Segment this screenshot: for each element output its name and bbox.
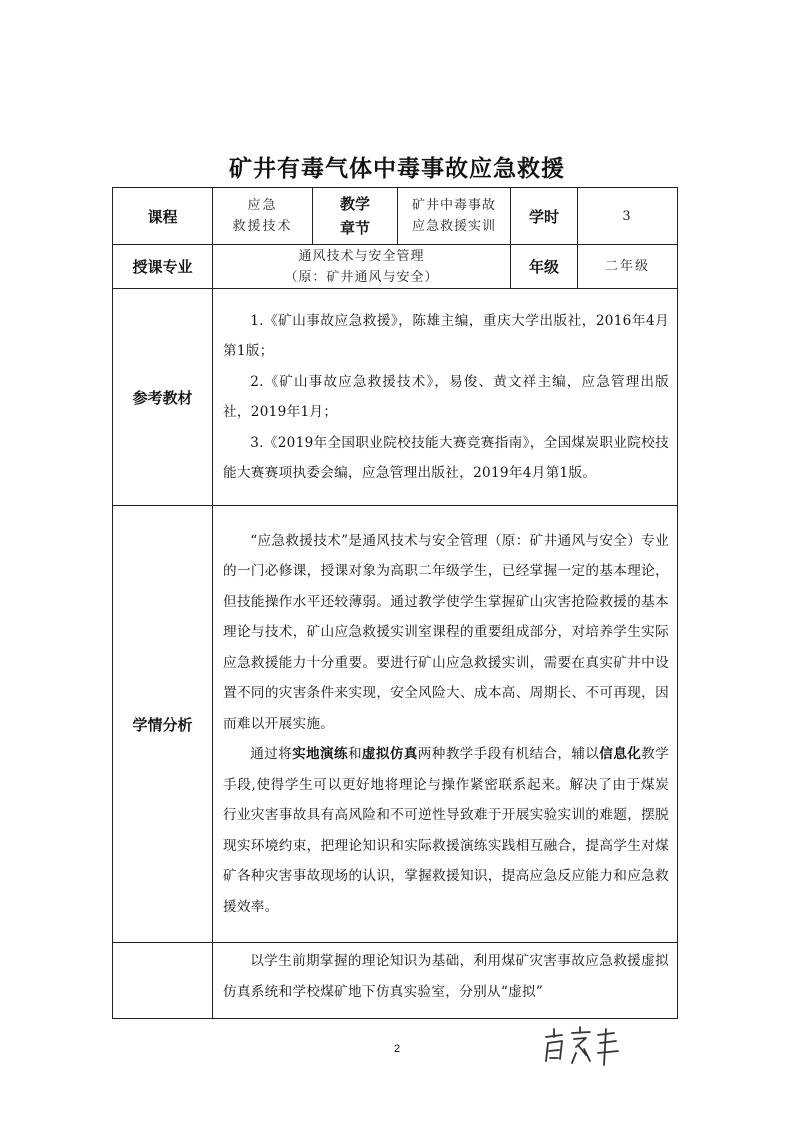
grade-label: 年级 <box>511 245 578 289</box>
analysis-bold-term: 虚拟仿真 <box>361 746 418 763</box>
course-value-line1: 应急 <box>247 198 278 213</box>
analysis-paragraph-1: “应急救援技术”是通风技术与安全管理（原：矿井通风与安全）专业的一门必修课，授课对象为高职二年级学生，已经掌握一定的基本理论，但技能操作水平还较薄弱。通过教学使学生掌握矿山灾害抢险救援的基本理论与技术，矿山应急救援实训室课程的重要组成部分，对培养学生实际应急救援能力十分重要。要进行矿山应急救援实训，需要在真实矿井中设置不同的灾害条件来实现，安全风险大、成本高、周期长、不可再现，因而难以开展实施。 <box>223 532 669 732</box>
reference-item: 3.《2019年全国职业院校技能大赛竞赛指南》，全国煤炭职业院校技能大赛赛项执委会编，应急管理出版社，2019年4月第1版。 <box>223 434 669 481</box>
analysis-text: 通过将 <box>250 746 293 763</box>
references-label: 参考教材 <box>113 289 213 506</box>
signature-icon <box>540 1025 624 1071</box>
handwritten-signature <box>540 1025 624 1075</box>
major-value-line1: 通风技术与安全管理 <box>298 248 425 264</box>
major-value-line2: （原：矿井通风与安全） <box>284 269 439 285</box>
analysis-paragraph-2 <box>223 739 669 922</box>
next-row-paragraph: 以学生前期掌握的理论知识为基础，利用煤矿灾害事故应急救援虚拟仿真系统和学校煤矿地下仿真实验室，分别从“虚拟” <box>223 953 669 1000</box>
hours-value: 3 <box>578 188 678 245</box>
reference-item: 2.《矿山事故应急救援技术》，易俊、黄文祥主编，应急管理出版社，2019年1月； <box>223 373 669 420</box>
reference-item: 1.《矿山事故应急救援》，陈雄主编，重庆大学出版社，2016年4月第1版； <box>223 312 669 359</box>
major-label: 授课专业 <box>113 245 213 289</box>
analysis-text: 和 <box>347 746 362 763</box>
course-value-line2: 救援技术 <box>232 219 293 234</box>
next-row-label <box>113 943 213 1019</box>
chapter-value <box>398 188 511 245</box>
analysis-row <box>113 506 678 943</box>
document-title: 矿井有毒气体中毒事故应急救援 <box>229 156 565 182</box>
analysis-text: 两种教学手段有机结合，辅以 <box>417 746 600 763</box>
next-row-content <box>213 943 678 1019</box>
analysis-bold-term: 实地演练 <box>292 746 348 763</box>
next-row <box>113 943 678 1019</box>
chapter-label-line2: 章节 <box>339 219 370 237</box>
course-row <box>113 188 678 245</box>
analysis-text: 教学手段,使得学生可以更好地将理论与操作紧密联系起来。解决了由于煤炭行业灾害事故具有高风险和不可逆性导致难于开展实验实训的难题，摆脱现实环境约束，把理论知识和实际救援演练实践相互融合，提高学生对煤矿各种灾害事故现场的认识，掌握救援知识，提高应急反应能力和应急救援效率。 <box>223 746 670 915</box>
chapter-value-line2: 应急救援实训 <box>411 219 496 234</box>
course-value <box>213 188 313 245</box>
analysis-content <box>213 506 678 943</box>
page-number: 2 <box>393 1043 401 1055</box>
chapter-value-line1: 矿井中毒事故 <box>411 198 496 213</box>
course-label: 课程 <box>113 188 213 245</box>
analysis-label: 学情分析 <box>113 506 213 943</box>
lesson-plan-table <box>112 187 678 1019</box>
references-row <box>113 289 678 506</box>
analysis-bold-term: 信息化 <box>599 746 642 763</box>
references-content <box>213 289 678 506</box>
hours-label: 学时 <box>511 188 578 245</box>
major-value <box>213 245 511 289</box>
grade-value: 二年级 <box>578 245 678 289</box>
chapter-label <box>313 188 398 245</box>
major-row <box>113 245 678 289</box>
chapter-label-line1: 教学 <box>339 195 370 213</box>
